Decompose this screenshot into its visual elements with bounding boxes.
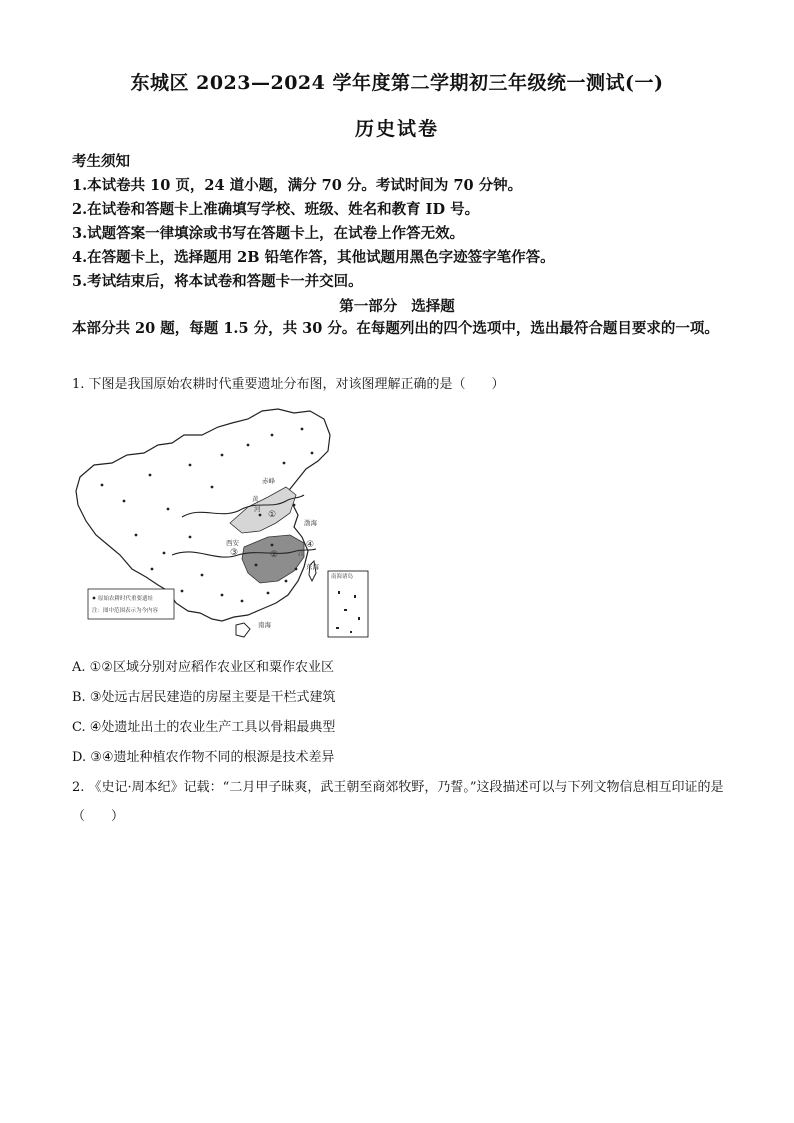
notice-item: 1.本试卷共 10 页，24 道小题，满分 70 分。考试时间为 70 分钟。 [72, 177, 523, 194]
neolithic-sites-map [72, 405, 372, 641]
notice-heading: 考生须知 [72, 153, 130, 170]
marker-3: ③ [230, 548, 239, 558]
section-part: 第一部分 [339, 298, 398, 315]
question-1-option-b: B. ③处远古居民建造的房屋主要是干栏式建筑 [72, 690, 336, 705]
exam-title: 东城区 2023—2024 学年度第二学期初三年级统一测试(一) [130, 72, 664, 94]
notice-item: 5.考试结束后，将本试卷和答题卡一并交回。 [72, 273, 363, 290]
exam-subject: 历史试卷 [354, 118, 439, 140]
label-xian: 西安 [226, 539, 239, 547]
notice-item: 4.在答题卡上，选择题用 2B 铅笔作答，其他试题用黑色字迹签字笔作答。 [72, 249, 555, 266]
legend-dot-icon [93, 597, 96, 600]
label-donghai: 东海 [306, 563, 319, 571]
label-chifeng: 赤峰 [262, 477, 275, 485]
legend-item: 注：图中范围表示为今内容 [92, 608, 159, 614]
marker-1: ① [268, 510, 277, 520]
question-1-stem: 1. 下图是我国原始农耕时代重要遗址分布图，对该图理解正确的是（ ） [72, 377, 505, 392]
legend-item: 原始农耕时代重要遗址 [98, 596, 154, 602]
label-bohai: 渤海 [304, 519, 317, 527]
notice-item: 3.试题答案一律填涂或书写在答题卡上，在试卷上作答无效。 [72, 225, 465, 242]
label-huang: 黄 [252, 495, 259, 503]
question-1-option-c: C. ④处遗址出土的农业生产工具以骨耜最典型 [72, 720, 336, 735]
question-2-stem: 2. 《史记·周本纪》记载：“二月甲子昧爽，武王朝至商郊牧野，乃誓。”这段描述可以与下列文物信息相互印证的是（ ） [72, 780, 724, 824]
section-instruction: 本部分共 20 题，每题 1.5 分，共 30 分。在每题列出的四个选项中，选出最符合题目要求的一项。 [72, 320, 719, 337]
label-jiang: 江 [298, 549, 305, 557]
inset-label: 南海诸岛 [331, 574, 354, 580]
question-1-option-d: D. ③④遗址种植农作物不同的根源是技术差异 [72, 750, 335, 765]
nanhai-inset-box [328, 571, 368, 637]
map-legend-box [88, 589, 174, 619]
marker-4: ④ [306, 540, 315, 550]
label-he: 河 [254, 505, 261, 513]
section-name: 选择题 [411, 298, 455, 315]
marker-2: ② [270, 550, 279, 560]
label-nanhai: 南海 [258, 621, 271, 629]
section-heading [0, 295, 794, 316]
question-1-option-a: A. ①②区域分别对应稻作农业区和粟作农业区 [72, 660, 334, 675]
hainan-island [236, 623, 250, 637]
notice-item: 2.在试卷和答题卡上准确填写学校、班级、姓名和教育 ID 号。 [72, 201, 480, 218]
